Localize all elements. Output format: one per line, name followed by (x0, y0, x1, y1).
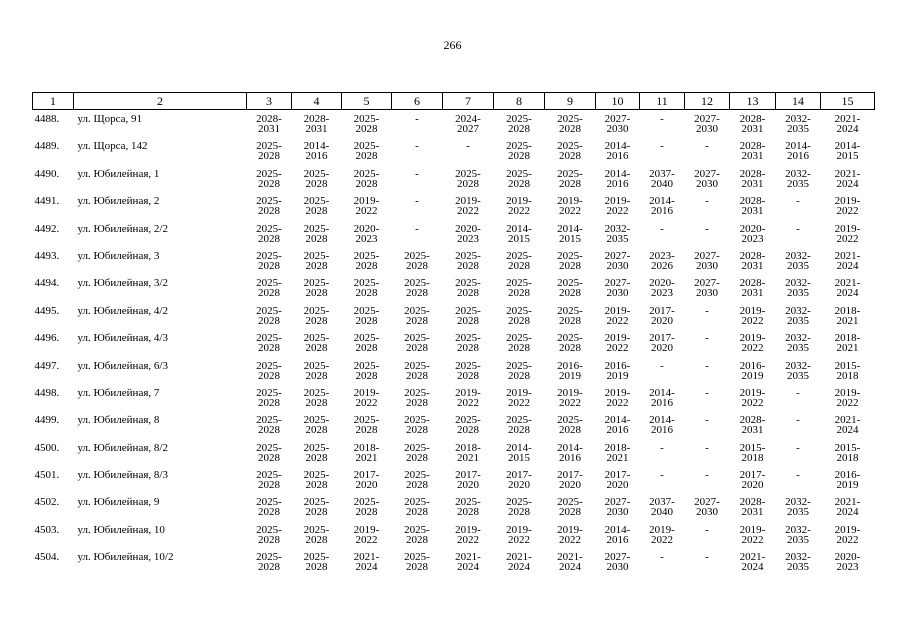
table-row (33, 141, 875, 168)
period-cell: 2025- 2028 (303, 441, 330, 464)
period-cell: 2017- 2020 (649, 332, 675, 355)
period-cell: 2025- 2028 (303, 523, 330, 546)
period-cell: 2025- 2028 (353, 414, 380, 437)
period-cell: - (415, 140, 419, 153)
period-cell: - (705, 386, 709, 399)
period-cell: 2027- 2030 (694, 113, 720, 135)
period-cell: - (415, 113, 419, 125)
period-cell: 2016- 2019 (557, 359, 583, 382)
period-cell: 2028- 2031 (303, 113, 330, 135)
column-header: 3 (247, 93, 292, 110)
period-cell: - (796, 195, 800, 208)
period-cell: 2025- 2028 (404, 277, 430, 300)
period-cell: 2025- 2028 (256, 523, 282, 546)
table-row (33, 443, 875, 470)
period-cell: 2028- 2031 (739, 496, 766, 519)
address-cell: ул. Юбилейная, 1 (77, 167, 160, 180)
period-cell: 2016- 2019 (834, 469, 861, 492)
period-cell: 2016- 2019 (604, 359, 631, 382)
period-cell: 2032- 2035 (785, 249, 811, 272)
table-row (33, 196, 875, 223)
address-cell: ул. Юбилейная, 9 (77, 496, 160, 509)
period-cell: 2028- 2031 (739, 277, 766, 300)
period-cell: 2025- 2028 (256, 414, 282, 437)
period-cell: 2020- 2023 (353, 222, 380, 245)
period-cell: 2014- 2016 (604, 414, 631, 437)
period-cell: 2019- 2022 (604, 332, 631, 355)
period-cell: 2025- 2028 (353, 249, 380, 272)
period-cell: 2021- 2024 (834, 414, 861, 437)
period-cell: 2021- 2024 (739, 551, 766, 574)
period-cell: - (705, 359, 709, 372)
period-cell: 2025- 2028 (506, 113, 532, 135)
period-cell: 2025- 2028 (506, 304, 532, 327)
address-cell: ул. Юбилейная, 2 (77, 195, 160, 208)
period-cell: - (705, 195, 709, 208)
table-row (33, 169, 875, 196)
period-cell: 2025- 2028 (404, 414, 430, 437)
period-cell: 2025- 2028 (506, 359, 532, 382)
period-cell: 2019- 2022 (557, 195, 583, 218)
period-cell: 2025- 2028 (256, 277, 282, 300)
period-cell: 2028- 2031 (739, 249, 766, 272)
period-cell: 2025- 2028 (303, 222, 330, 245)
period-cell: - (660, 359, 664, 372)
period-cell: 2025- 2028 (353, 304, 380, 327)
period-cell: 2025- 2028 (404, 441, 430, 464)
period-cell: 2025- 2028 (256, 359, 282, 382)
period-cell: 2025- 2028 (404, 496, 430, 519)
period-cell: 2032- 2035 (785, 167, 811, 190)
period-cell: 2025- 2028 (404, 469, 430, 492)
period-cell: 2025- 2028 (256, 167, 282, 190)
period-cell: 2019- 2022 (739, 332, 766, 355)
period-cell: - (796, 414, 800, 427)
row-number: 4490. (34, 167, 60, 180)
period-cell: 2032- 2035 (604, 222, 631, 245)
table-row (33, 361, 875, 388)
address-cell: ул. Юбилейная, 4/3 (77, 332, 168, 345)
period-cell: 2027- 2030 (604, 113, 631, 135)
period-cell: 2027- 2030 (694, 249, 720, 272)
period-cell: 2014- 2016 (604, 523, 631, 546)
column-header: 6 (392, 93, 443, 110)
period-cell: 2025- 2028 (557, 414, 583, 437)
period-cell: 2027- 2030 (604, 496, 631, 519)
period-cell: 2025- 2028 (353, 359, 380, 382)
period-cell: 2019- 2022 (506, 386, 532, 409)
data-table (32, 92, 875, 580)
period-cell: 2025- 2028 (506, 167, 532, 190)
period-cell: 2025- 2028 (256, 551, 282, 574)
period-cell: 2025- 2028 (557, 113, 583, 135)
period-cell: - (705, 140, 709, 153)
table-body (33, 110, 875, 580)
period-cell: 2025- 2028 (455, 277, 481, 300)
row-number: 4493. (34, 249, 60, 262)
period-cell: 2019- 2022 (834, 222, 861, 245)
period-cell: - (660, 222, 664, 235)
period-cell: 2025- 2028 (303, 249, 330, 272)
period-cell: 2019- 2022 (506, 195, 532, 218)
period-cell: 2019- 2022 (834, 195, 861, 218)
period-cell: 2025- 2028 (557, 496, 583, 519)
period-cell: 2014- 2016 (785, 140, 811, 163)
period-cell: 2027- 2030 (604, 551, 631, 574)
period-cell: 2025- 2028 (404, 551, 430, 574)
period-cell: 2032- 2035 (785, 113, 811, 135)
period-cell: 2017- 2020 (604, 469, 631, 492)
period-cell: 2021- 2024 (455, 551, 481, 574)
period-cell: - (415, 195, 419, 208)
period-cell: 2027- 2030 (694, 496, 720, 519)
period-cell: 2015- 2018 (834, 359, 861, 382)
period-cell: 2025- 2028 (256, 469, 282, 492)
period-cell: 2020- 2023 (834, 551, 861, 574)
row-number: 4502. (34, 496, 60, 509)
period-cell: 2025- 2028 (506, 496, 532, 519)
period-cell: 2019- 2022 (455, 195, 481, 218)
column-header: 15 (821, 93, 875, 110)
period-cell: 2025- 2028 (455, 359, 481, 382)
address-cell: ул. Юбилейная, 6/3 (77, 359, 168, 372)
period-cell: 2014- 2016 (649, 386, 675, 409)
column-header: 4 (292, 93, 342, 110)
period-cell: 2021- 2024 (557, 551, 583, 574)
period-cell: - (705, 222, 709, 235)
period-cell: - (796, 222, 800, 235)
period-cell: 2014- 2016 (649, 195, 675, 218)
period-cell: 2025- 2028 (303, 304, 330, 327)
table-row (33, 224, 875, 251)
period-cell: 2032- 2035 (785, 277, 811, 300)
row-number: 4503. (34, 523, 60, 536)
table-row (33, 306, 875, 333)
period-cell: 2014- 2016 (604, 140, 631, 163)
address-cell: ул. Юбилейная, 4/2 (77, 304, 168, 317)
address-cell: ул. Юбилейная, 10/2 (77, 551, 174, 564)
period-cell: 2014- 2016 (303, 140, 330, 163)
period-cell: 2032- 2035 (785, 523, 811, 546)
table-row (33, 552, 875, 579)
period-cell: 2025- 2028 (404, 332, 430, 355)
period-cell: - (660, 113, 664, 125)
row-number: 4495. (34, 304, 60, 317)
period-cell: 2025- 2028 (353, 277, 380, 300)
period-cell: 2025- 2028 (506, 332, 532, 355)
period-cell: 2025- 2028 (256, 386, 282, 409)
period-cell: 2014- 2016 (649, 414, 675, 437)
period-cell: - (705, 304, 709, 317)
period-cell: 2020- 2023 (649, 277, 675, 300)
row-number: 4492. (34, 222, 60, 235)
period-cell: - (705, 332, 709, 345)
period-cell: 2028- 2031 (739, 167, 766, 190)
column-header: 2 (74, 93, 247, 110)
period-cell: 2027- 2030 (694, 277, 720, 300)
row-number: 4488. (34, 113, 60, 125)
period-cell: 2037- 2040 (649, 496, 675, 519)
period-cell: 2019- 2022 (604, 195, 631, 218)
period-cell: - (660, 551, 664, 564)
period-cell: 2027- 2030 (694, 167, 720, 190)
period-cell: 2019- 2022 (455, 386, 481, 409)
period-cell: 2032- 2035 (785, 359, 811, 382)
period-cell: 2025- 2028 (256, 249, 282, 272)
period-cell: 2014- 2016 (557, 441, 583, 464)
period-cell: 2025- 2028 (557, 277, 583, 300)
table-row (33, 388, 875, 415)
period-cell: 2027- 2030 (604, 249, 631, 272)
column-header: 14 (776, 93, 821, 110)
period-cell: 2014- 2016 (604, 167, 631, 190)
period-cell: 2025- 2028 (404, 523, 430, 546)
period-cell: 2015- 2018 (834, 441, 861, 464)
period-cell: 2019- 2022 (604, 386, 631, 409)
period-cell: 2025- 2028 (256, 195, 282, 218)
period-cell: 2032- 2035 (785, 496, 811, 519)
address-cell: ул. Юбилейная, 8 (77, 414, 160, 427)
period-cell: 2025- 2028 (256, 441, 282, 464)
period-cell: 2025- 2028 (256, 332, 282, 355)
period-cell: 2018- 2021 (604, 441, 631, 464)
address-cell: ул. Юбилейная, 3/2 (77, 277, 168, 290)
period-cell: 2025- 2028 (557, 332, 583, 355)
page-number: 266 (443, 38, 462, 52)
table-row (33, 251, 875, 278)
row-number: 4497. (34, 359, 60, 372)
period-cell: 2019- 2022 (834, 386, 861, 409)
period-cell: 2025- 2028 (303, 469, 330, 492)
row-number: 4494. (34, 277, 60, 290)
period-cell: 2017- 2020 (506, 469, 532, 492)
period-cell: 2025- 2028 (303, 167, 330, 190)
table-row (33, 497, 875, 524)
period-cell: 2025- 2028 (506, 249, 532, 272)
column-header: 9 (545, 93, 596, 110)
period-cell: 2019- 2022 (649, 523, 675, 546)
address-cell: ул. Щорса, 142 (77, 140, 148, 153)
row-number: 4501. (34, 469, 60, 482)
address-cell: ул. Щорса, 91 (77, 113, 143, 125)
period-cell: 2028- 2031 (739, 113, 766, 135)
period-cell: 2025- 2028 (303, 386, 330, 409)
period-cell: 2025- 2028 (455, 249, 481, 272)
period-cell: 2021- 2024 (834, 249, 861, 272)
period-cell: 2019- 2022 (353, 523, 380, 546)
period-cell: 2025- 2028 (353, 113, 380, 135)
period-cell: 2025- 2028 (404, 386, 430, 409)
period-cell: 2019- 2022 (739, 304, 766, 327)
period-cell: 2018- 2021 (834, 304, 861, 327)
period-cell: 2017- 2020 (557, 469, 583, 492)
period-cell: 2020- 2023 (455, 222, 481, 245)
period-cell: 2017- 2020 (739, 469, 766, 492)
period-cell: - (660, 140, 664, 153)
period-cell: 2028- 2031 (256, 113, 282, 135)
period-cell: 2025- 2028 (256, 222, 282, 245)
period-cell: 2020- 2023 (739, 222, 766, 245)
period-cell: 2025- 2028 (506, 140, 532, 163)
table-row (33, 278, 875, 305)
period-cell: 2018- 2021 (834, 332, 861, 355)
table-row (33, 525, 875, 552)
period-cell: 2021- 2024 (353, 551, 380, 574)
period-cell: 2025- 2028 (455, 332, 481, 355)
period-cell: 2032- 2035 (785, 304, 811, 327)
period-cell: - (705, 469, 709, 482)
period-cell: 2028- 2031 (739, 140, 766, 163)
period-cell: 2021- 2024 (834, 113, 861, 135)
period-cell: 2025- 2028 (353, 167, 380, 190)
period-cell: 2019- 2022 (739, 386, 766, 409)
row-number: 4499. (34, 414, 60, 427)
row-number: 4491. (34, 195, 60, 208)
table-row (33, 110, 875, 142)
period-cell: 2025- 2028 (557, 249, 583, 272)
period-cell: 2018- 2021 (353, 441, 380, 464)
table-row (33, 333, 875, 360)
period-cell: - (466, 140, 470, 153)
period-cell: - (415, 222, 419, 235)
table-row (33, 470, 875, 497)
period-cell: - (796, 469, 800, 482)
column-header: 5 (342, 93, 392, 110)
period-cell: 2017- 2020 (353, 469, 380, 492)
period-cell: 2025- 2028 (557, 140, 583, 163)
period-cell: 2019- 2022 (604, 304, 631, 327)
header-row (33, 93, 875, 110)
period-cell: 2017- 2020 (455, 469, 481, 492)
period-cell: 2018- 2021 (455, 441, 481, 464)
period-cell: 2017- 2020 (649, 304, 675, 327)
period-cell: 2016- 2019 (739, 359, 766, 382)
period-cell: 2025- 2028 (303, 359, 330, 382)
period-cell: 2025- 2028 (455, 304, 481, 327)
period-cell: 2037- 2040 (649, 167, 675, 190)
address-cell: ул. Юбилейная, 3 (77, 249, 160, 262)
period-cell: 2019- 2022 (834, 523, 861, 546)
period-cell: 2024- 2027 (455, 113, 481, 135)
period-cell: - (705, 551, 709, 564)
address-cell: ул. Юбилейная, 10 (77, 523, 165, 536)
address-cell: ул. Юбилейная, 2/2 (77, 222, 168, 235)
period-cell: 2025- 2028 (353, 140, 380, 163)
row-number: 4498. (34, 386, 60, 399)
period-cell: - (796, 386, 800, 399)
period-cell: 2019- 2022 (557, 386, 583, 409)
period-cell: 2032- 2035 (785, 332, 811, 355)
period-cell: 2028- 2031 (739, 195, 766, 218)
period-cell: 2019- 2022 (353, 386, 380, 409)
period-cell: 2025- 2028 (557, 167, 583, 190)
period-cell: - (705, 523, 709, 536)
period-cell: 2019- 2022 (739, 523, 766, 546)
period-cell: 2025- 2028 (303, 496, 330, 519)
period-cell: - (660, 469, 664, 482)
column-header: 8 (494, 93, 545, 110)
period-cell: 2025- 2028 (303, 332, 330, 355)
period-cell: 2025- 2028 (256, 496, 282, 519)
period-cell: 2015- 2018 (739, 441, 766, 464)
period-cell: 2025- 2028 (303, 551, 330, 574)
column-header: 11 (640, 93, 685, 110)
period-cell: 2025- 2028 (455, 414, 481, 437)
period-cell: 2014- 2015 (506, 441, 532, 464)
column-header: 10 (596, 93, 640, 110)
period-cell: 2025- 2028 (303, 277, 330, 300)
row-number: 4496. (34, 332, 60, 345)
period-cell: 2014- 2015 (506, 222, 532, 245)
period-cell: 2027- 2030 (604, 277, 631, 300)
period-cell: 2019- 2022 (506, 523, 532, 546)
address-cell: ул. Юбилейная, 8/2 (77, 441, 168, 454)
period-cell: 2025- 2028 (404, 359, 430, 382)
period-cell: 2019- 2022 (455, 523, 481, 546)
row-number: 4500. (34, 441, 60, 454)
row-number: 4489. (34, 140, 60, 153)
column-header: 13 (730, 93, 776, 110)
column-header: 12 (685, 93, 730, 110)
period-cell: 2023- 2026 (649, 249, 675, 272)
period-cell: 2019- 2022 (353, 195, 380, 218)
period-cell: 2025- 2028 (404, 304, 430, 327)
period-cell: 2019- 2022 (557, 523, 583, 546)
period-cell: 2021- 2024 (834, 167, 861, 190)
period-cell: 2025- 2028 (353, 332, 380, 355)
period-cell: 2025- 2028 (303, 414, 330, 437)
column-header: 1 (33, 93, 74, 110)
period-cell: - (705, 441, 709, 454)
table-row (33, 415, 875, 442)
period-cell: - (660, 441, 664, 454)
period-cell: 2025- 2028 (353, 496, 380, 519)
period-cell: 2025- 2028 (506, 277, 532, 300)
period-cell: 2028- 2031 (739, 414, 766, 437)
period-cell: 2025- 2028 (557, 304, 583, 327)
period-cell: 2021- 2024 (506, 551, 532, 574)
period-cell: - (796, 441, 800, 454)
period-cell: - (705, 414, 709, 427)
period-cell: 2025- 2028 (303, 195, 330, 218)
row-number: 4504. (34, 551, 60, 564)
period-cell: 2025- 2028 (455, 496, 481, 519)
period-cell: 2032- 2035 (785, 551, 811, 574)
period-cell: 2025- 2028 (256, 140, 282, 163)
period-cell: - (415, 167, 419, 180)
period-cell: 2025- 2028 (256, 304, 282, 327)
period-cell: 2025- 2028 (404, 249, 430, 272)
column-header: 7 (443, 93, 494, 110)
period-cell: 2021- 2024 (834, 277, 861, 300)
address-cell: ул. Юбилейная, 7 (77, 386, 160, 399)
period-cell: 2025- 2028 (455, 167, 481, 190)
period-cell: 2021- 2024 (834, 496, 861, 519)
address-cell: ул. Юбилейная, 8/3 (77, 469, 168, 482)
period-cell: 2014- 2015 (557, 222, 583, 245)
period-cell: 2014- 2015 (834, 140, 861, 163)
period-cell: 2025- 2028 (506, 414, 532, 437)
